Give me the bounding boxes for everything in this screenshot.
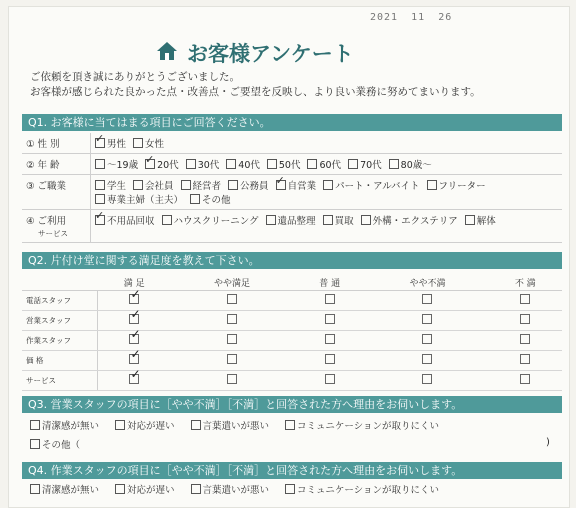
sat-cell bbox=[98, 371, 171, 391]
checkbox[interactable] bbox=[520, 354, 530, 364]
q1-row bbox=[22, 175, 562, 210]
q1-option-label: 80歳～ bbox=[400, 160, 432, 171]
q4-option[interactable] bbox=[30, 482, 99, 496]
sat-cell bbox=[366, 291, 488, 311]
date-field bbox=[370, 12, 458, 23]
sat-row bbox=[22, 351, 562, 371]
checkbox[interactable] bbox=[191, 420, 201, 430]
checkbox[interactable] bbox=[422, 314, 432, 324]
intro-line: お客様が感じられた良かった点・改善点・ご要望を反映し、より良い業務に努めてまいります。 bbox=[30, 86, 481, 98]
q2-table bbox=[22, 274, 562, 391]
q3-options bbox=[30, 418, 455, 432]
checkbox[interactable] bbox=[348, 159, 358, 169]
q1-row-label bbox=[22, 154, 91, 175]
checkbox[interactable] bbox=[389, 159, 399, 169]
q1-label-text: ① 性 別 bbox=[26, 139, 60, 150]
q3-other-close: ) bbox=[546, 437, 550, 448]
q1-option-label: 学生 bbox=[107, 181, 127, 192]
q1-option-label: パート・アルバイト bbox=[335, 181, 420, 192]
q3-option[interactable] bbox=[115, 418, 175, 432]
q3-other bbox=[30, 437, 96, 451]
q1-option-label: 20代 bbox=[157, 160, 179, 171]
checkbox[interactable] bbox=[227, 294, 237, 304]
sat-cell bbox=[171, 291, 293, 311]
sat-column-header: 不 満 bbox=[489, 274, 563, 291]
checkbox[interactable] bbox=[95, 180, 105, 190]
checkbox[interactable] bbox=[227, 374, 237, 384]
q1-option[interactable] bbox=[95, 157, 138, 171]
checkbox[interactable] bbox=[95, 159, 105, 169]
checkbox[interactable] bbox=[325, 374, 335, 384]
sat-cell bbox=[171, 311, 293, 331]
checkbox[interactable] bbox=[133, 138, 143, 148]
q4-option[interactable] bbox=[191, 482, 270, 496]
q1-option[interactable] bbox=[162, 213, 259, 227]
checkbox[interactable] bbox=[133, 180, 143, 190]
intro-text bbox=[30, 70, 481, 100]
q4-option[interactable] bbox=[115, 482, 175, 496]
checkbox[interactable] bbox=[325, 334, 335, 344]
checkbox[interactable] bbox=[325, 294, 335, 304]
checkbox[interactable] bbox=[226, 159, 236, 169]
date-day: 26 bbox=[438, 12, 453, 23]
intro-line: ご依頼を頂き誠にありがとうございました。 bbox=[30, 71, 240, 83]
checkbox[interactable] bbox=[181, 180, 191, 190]
sat-row bbox=[22, 311, 562, 331]
q1-option[interactable] bbox=[95, 178, 126, 192]
sat-cell bbox=[171, 331, 293, 351]
q1-options bbox=[91, 154, 563, 175]
q1-option[interactable] bbox=[228, 178, 269, 192]
q1-option[interactable] bbox=[145, 157, 179, 171]
q1-option[interactable] bbox=[186, 157, 220, 171]
checkbox[interactable] bbox=[465, 215, 475, 225]
sat-cell bbox=[366, 351, 488, 371]
q1-label-text: ④ ご利用 bbox=[26, 216, 67, 227]
date-month: 11 bbox=[411, 12, 426, 23]
q1-option[interactable] bbox=[323, 178, 419, 192]
checkbox[interactable] bbox=[266, 215, 276, 225]
q1-option[interactable] bbox=[226, 157, 260, 171]
page-title bbox=[155, 38, 354, 68]
checkbox[interactable] bbox=[227, 314, 237, 324]
q3-heading: Q3. 営業スタッフの項目に［やや不満］［不満］と回答された方へ理由をお伺いします。 bbox=[22, 396, 562, 413]
checkbox[interactable] bbox=[227, 354, 237, 364]
q1-option[interactable] bbox=[361, 213, 458, 227]
q1-option-label: 不用品回収 bbox=[107, 216, 155, 227]
checkbox[interactable] bbox=[520, 374, 530, 384]
sat-row-label: 電話スタッフ bbox=[22, 291, 98, 311]
checkbox[interactable] bbox=[323, 215, 333, 225]
q4-option-label: 対応が遅い bbox=[127, 485, 175, 496]
sat-row-label: 作業スタッフ bbox=[22, 331, 98, 351]
q1-option[interactable] bbox=[95, 213, 155, 227]
sat-column-header: 普 通 bbox=[293, 274, 366, 291]
q3-option[interactable] bbox=[191, 418, 270, 432]
checkbox[interactable] bbox=[115, 420, 125, 430]
checkbox[interactable] bbox=[361, 215, 371, 225]
q1-option-label: 解体 bbox=[476, 216, 496, 227]
sat-row bbox=[22, 291, 562, 311]
checkbox[interactable] bbox=[30, 484, 40, 494]
q1-row-label bbox=[22, 175, 91, 210]
q1-option-label: 50代 bbox=[278, 160, 301, 171]
q1-row bbox=[22, 210, 562, 243]
sat-column-header: 満 足 bbox=[98, 274, 171, 291]
sat-cell bbox=[293, 351, 366, 371]
q1-option[interactable] bbox=[323, 213, 354, 227]
q3-other-label: その他（ bbox=[42, 440, 81, 451]
q1-table bbox=[22, 133, 562, 243]
q1-options bbox=[91, 210, 563, 243]
checkbox[interactable] bbox=[422, 374, 432, 384]
checkbox[interactable] bbox=[186, 159, 196, 169]
date-year: 2021 bbox=[370, 12, 399, 23]
q2-heading: Q2. 片付け堂に関する満足度を教えて下さい。 bbox=[22, 252, 562, 269]
q1-row bbox=[22, 133, 562, 154]
checkbox[interactable] bbox=[323, 180, 333, 190]
sat-cell bbox=[171, 351, 293, 371]
checkbox[interactable] bbox=[191, 484, 201, 494]
q1-option-label: 公務員 bbox=[240, 181, 269, 192]
q1-option-label: 60代 bbox=[319, 160, 342, 171]
checkbox[interactable] bbox=[115, 484, 125, 494]
q1-option[interactable] bbox=[133, 178, 174, 192]
sat-cell bbox=[489, 351, 563, 371]
sat-cell bbox=[489, 291, 563, 311]
sat-cell bbox=[293, 371, 366, 391]
q1-option-label: 外構・エクステリア bbox=[372, 216, 458, 227]
q1-option-label: 70代 bbox=[360, 160, 382, 171]
q4-options bbox=[30, 482, 455, 496]
checkbox[interactable] bbox=[190, 194, 200, 204]
q1-option-label: 自営業 bbox=[287, 181, 317, 192]
sat-cell bbox=[293, 331, 366, 351]
sat-cell bbox=[366, 371, 488, 391]
q1-option[interactable] bbox=[465, 213, 496, 227]
q3-other-option[interactable] bbox=[30, 437, 80, 451]
sat-row bbox=[22, 371, 562, 391]
sat-row-label: サービス bbox=[22, 371, 98, 391]
q1-label-text: ② 年 齢 bbox=[26, 160, 60, 171]
q1-option-label: フリーター bbox=[438, 181, 486, 192]
checkbox[interactable] bbox=[267, 159, 277, 169]
checkbox[interactable] bbox=[422, 294, 432, 304]
q1-option-label: ～19歳 bbox=[107, 160, 139, 171]
sat-cell bbox=[489, 371, 563, 391]
sat-cell bbox=[366, 331, 488, 351]
checkbox[interactable] bbox=[129, 374, 139, 384]
sat-row-label: 営業スタッフ bbox=[22, 311, 98, 331]
q4-option-label: 言葉遣いが悪い bbox=[202, 485, 270, 496]
checkbox[interactable] bbox=[276, 180, 286, 190]
checkbox[interactable] bbox=[285, 420, 295, 430]
sat-cell bbox=[171, 371, 293, 391]
house-icon bbox=[155, 40, 179, 67]
q3-option-label: コミュニケーションが取りにくい bbox=[297, 421, 439, 432]
checkbox[interactable] bbox=[520, 334, 530, 344]
q3-option[interactable] bbox=[30, 418, 99, 432]
checkbox[interactable] bbox=[129, 354, 139, 364]
checkbox[interactable] bbox=[427, 180, 437, 190]
q1-options bbox=[91, 175, 563, 210]
q1-row bbox=[22, 154, 562, 175]
checkbox[interactable] bbox=[95, 215, 105, 225]
q3-option-label: 対応が遅い bbox=[127, 421, 175, 432]
q1-label-text: ③ ご職業 bbox=[26, 181, 67, 192]
q1-option-label: 男性 bbox=[107, 139, 127, 150]
checkbox[interactable] bbox=[145, 159, 155, 169]
checkbox[interactable] bbox=[422, 334, 432, 344]
checkbox[interactable] bbox=[129, 294, 139, 304]
checkbox[interactable] bbox=[95, 138, 105, 148]
q4-option-label: コミュニケーションが取りにくい bbox=[297, 485, 439, 496]
q3-option-label: 言葉遣いが悪い bbox=[202, 421, 270, 432]
q1-row-label bbox=[22, 210, 91, 243]
checkbox[interactable] bbox=[227, 334, 237, 344]
checkbox[interactable] bbox=[30, 420, 40, 430]
checkbox[interactable] bbox=[325, 314, 335, 324]
sat-row-label: 価 格 bbox=[22, 351, 98, 371]
q1-option-label: 遺品整理 bbox=[277, 216, 316, 227]
q1-options bbox=[91, 133, 563, 154]
q1-option[interactable] bbox=[267, 157, 301, 171]
sat-column-header: やや不満 bbox=[366, 274, 488, 291]
sat-cell bbox=[366, 311, 488, 331]
q1-option-label: 買取 bbox=[334, 216, 354, 227]
q1-option[interactable] bbox=[307, 157, 341, 171]
checkbox[interactable] bbox=[307, 159, 317, 169]
checkbox[interactable] bbox=[30, 439, 40, 449]
q1-sublabel: サービス bbox=[38, 229, 68, 238]
sat-cell bbox=[489, 311, 563, 331]
q1-option-label: 専業主婦（主夫） bbox=[107, 195, 184, 206]
q1-option[interactable] bbox=[427, 178, 486, 192]
q3-option-label: 清潔感が無い bbox=[42, 421, 100, 432]
q1-option-label: ハウスクリーニング bbox=[173, 216, 259, 227]
checkbox[interactable] bbox=[129, 334, 139, 344]
sat-cell bbox=[293, 311, 366, 331]
checkbox[interactable] bbox=[520, 314, 530, 324]
q4-heading: Q4. 作業スタッフの項目に［やや不満］［不満］と回答された方へ理由をお伺いします。 bbox=[22, 462, 562, 479]
q1-option[interactable] bbox=[276, 178, 317, 192]
q1-option-label: 40代 bbox=[238, 160, 260, 171]
q1-option[interactable] bbox=[181, 178, 222, 192]
checkbox[interactable] bbox=[95, 194, 105, 204]
checkbox[interactable] bbox=[422, 354, 432, 364]
sat-corner bbox=[22, 274, 98, 291]
checkbox[interactable] bbox=[162, 215, 172, 225]
checkbox[interactable] bbox=[129, 314, 139, 324]
q1-option[interactable] bbox=[95, 192, 183, 206]
checkbox[interactable] bbox=[285, 484, 295, 494]
q1-option-label: 経営者 bbox=[192, 181, 222, 192]
q1-option-label: 30代 bbox=[197, 160, 220, 171]
q1-option-label: その他 bbox=[202, 195, 231, 206]
title-text: お客様アンケート bbox=[187, 42, 354, 66]
checkbox[interactable] bbox=[325, 354, 335, 364]
q1-option[interactable] bbox=[389, 157, 432, 171]
sat-column-header: やや満足 bbox=[171, 274, 293, 291]
q1-option[interactable] bbox=[266, 213, 316, 227]
sat-cell bbox=[293, 291, 366, 311]
sat-cell bbox=[489, 331, 563, 351]
q4-option[interactable] bbox=[285, 482, 439, 496]
q1-row-label bbox=[22, 133, 91, 154]
q1-option-label: 女性 bbox=[145, 139, 165, 150]
q1-option[interactable] bbox=[133, 136, 164, 150]
q1-heading: Q1. お客様に当てはまる項目にご回答ください。 bbox=[22, 114, 562, 131]
q4-option-label: 清潔感が無い bbox=[42, 485, 100, 496]
q1-option-label: 会社員 bbox=[145, 181, 174, 192]
checkbox[interactable] bbox=[520, 294, 530, 304]
q3-option[interactable] bbox=[285, 418, 439, 432]
q1-option[interactable] bbox=[95, 136, 126, 150]
sat-row bbox=[22, 331, 562, 351]
q1-option[interactable] bbox=[348, 157, 382, 171]
checkbox[interactable] bbox=[228, 180, 238, 190]
q1-option[interactable] bbox=[190, 192, 231, 206]
